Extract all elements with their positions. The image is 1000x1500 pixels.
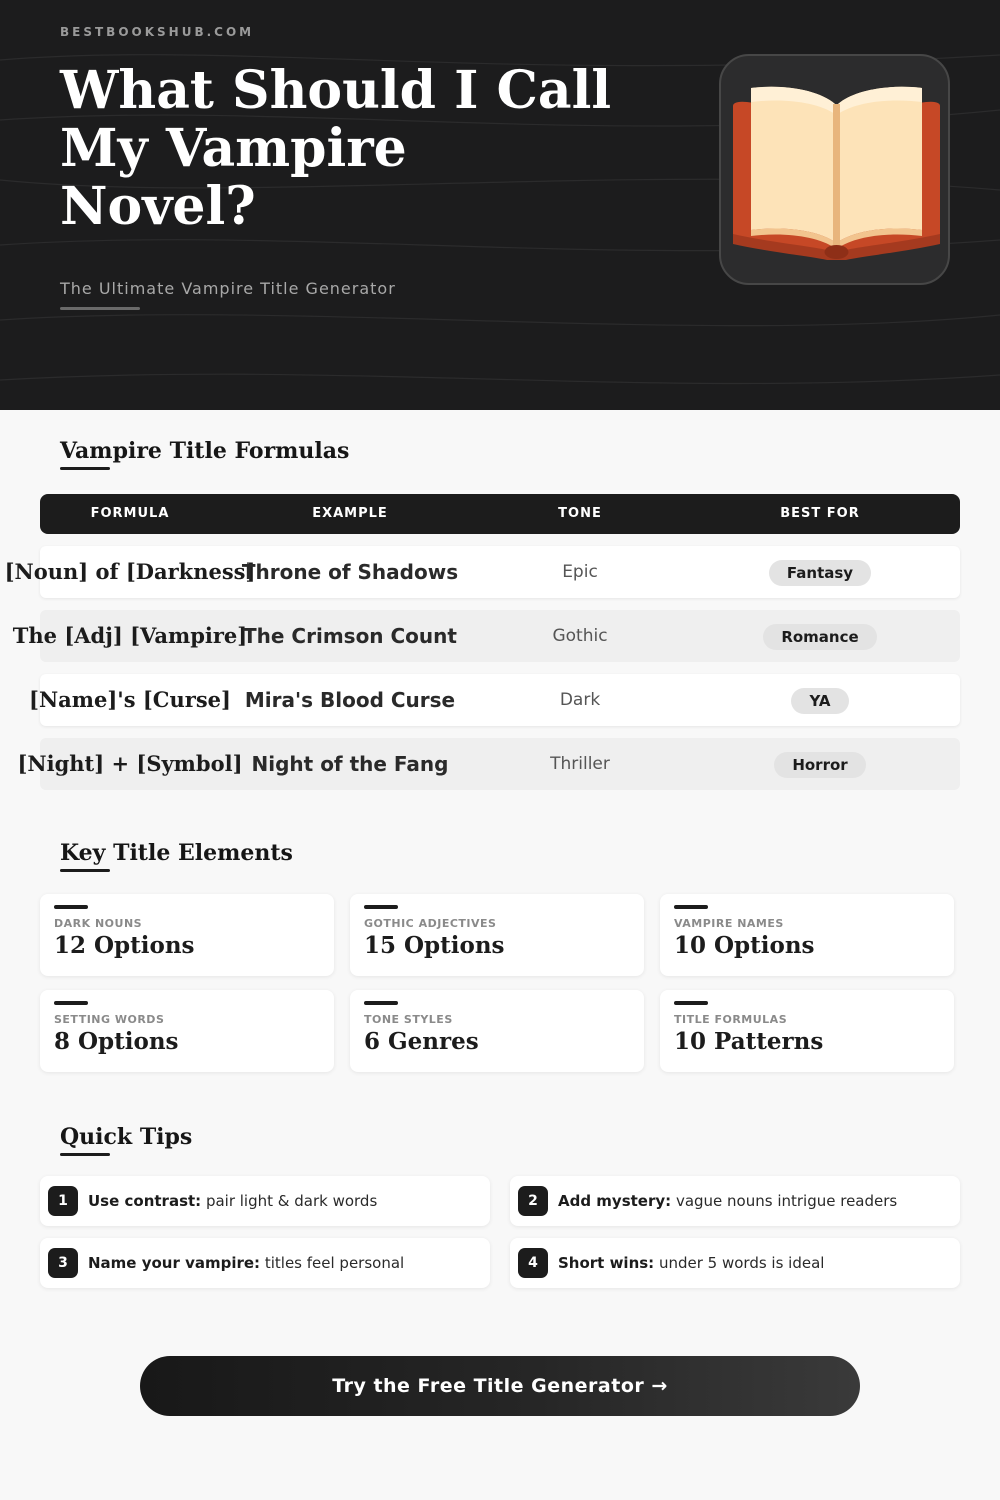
tip-body: vague nouns intrigue readers <box>675 1192 898 1210</box>
tip-text <box>88 1176 377 1226</box>
card-label: TITLE FORMULAS <box>674 1013 788 1026</box>
card-accent-bar <box>54 905 88 909</box>
best-for-cell <box>720 738 920 790</box>
column-header-tone: TONE <box>558 506 602 521</box>
tip-lead: Short wins: <box>558 1254 655 1272</box>
tip-text <box>88 1238 404 1288</box>
tip-number-badge: 3 <box>48 1248 78 1278</box>
tone-cell: Thriller <box>550 754 610 774</box>
element-card <box>40 894 334 976</box>
card-accent-bar <box>674 1001 708 1005</box>
title-generator-button[interactable]: Try the Free Title Generator → <box>140 1356 860 1416</box>
tip-body: under 5 words is ideal <box>658 1254 825 1272</box>
card-value: 10 Options <box>674 932 815 959</box>
card-accent-bar <box>54 1001 88 1005</box>
element-card <box>40 990 334 1072</box>
book-icon-tile <box>719 54 950 285</box>
genre-badge: Romance <box>763 624 876 650</box>
elements-heading-rule <box>60 869 110 872</box>
tip-number-badge: 4 <box>518 1248 548 1278</box>
tip-item <box>510 1238 960 1288</box>
card-accent-bar <box>674 905 708 909</box>
card-label: DARK NOUNS <box>54 917 143 930</box>
formulas-heading: Vampire Title Formulas <box>60 438 350 464</box>
tips-heading-rule <box>60 1153 110 1156</box>
tip-body: titles feel personal <box>264 1254 405 1272</box>
tip-text <box>558 1176 897 1226</box>
table-row <box>12 610 960 662</box>
example-cell: The Crimson Count <box>243 624 457 648</box>
page-title: What Should I Call My Vampire Novel? <box>60 60 612 237</box>
tip-lead: Use contrast: <box>88 1192 202 1210</box>
formula-cell: The [Adj] [Vampire] <box>12 623 248 648</box>
card-value: 8 Options <box>54 1028 179 1055</box>
table-row <box>29 674 960 726</box>
example-cell: Throne of Shadows <box>241 560 459 584</box>
formula-cell: [Night] + [Symbol] <box>17 751 243 776</box>
formulas-heading-rule <box>60 467 110 470</box>
formula-cell: [Name]'s [Curse] <box>29 687 231 712</box>
card-accent-bar <box>364 905 398 909</box>
best-for-cell <box>720 674 920 726</box>
element-card <box>660 894 954 976</box>
card-label: TONE STYLES <box>364 1013 453 1026</box>
card-value: 10 Patterns <box>674 1028 824 1055</box>
table-row <box>17 738 960 790</box>
elements-heading: Key Title Elements <box>60 840 293 866</box>
element-card <box>350 894 644 976</box>
open-book-icon <box>729 74 944 274</box>
tip-body: pair light & dark words <box>205 1192 378 1210</box>
example-cell: Mira's Blood Curse <box>244 688 456 712</box>
best-for-cell <box>720 546 920 598</box>
subtitle-underline <box>60 307 140 310</box>
formula-cell: [Noun] of [Darkness] <box>4 559 256 584</box>
card-value: 15 Options <box>364 932 505 959</box>
tip-number-badge: 2 <box>518 1186 548 1216</box>
tip-item <box>40 1176 490 1226</box>
tip-number-badge: 1 <box>48 1186 78 1216</box>
tip-lead: Add mystery: <box>558 1192 672 1210</box>
genre-badge: Fantasy <box>769 560 871 586</box>
tip-item <box>510 1176 960 1226</box>
element-card <box>660 990 954 1072</box>
page-subtitle: The Ultimate Vampire Title Generator <box>60 279 396 298</box>
element-card <box>350 990 644 1072</box>
card-accent-bar <box>364 1001 398 1005</box>
best-for-cell <box>720 610 920 662</box>
column-header-best-for: BEST FOR <box>780 506 860 521</box>
column-header-example: EXAMPLE <box>312 506 388 521</box>
tips-heading: Quick Tips <box>60 1124 193 1150</box>
tip-item <box>40 1238 490 1288</box>
card-label: GOTHIC ADJECTIVES <box>364 917 497 930</box>
card-value: 6 Genres <box>364 1028 479 1055</box>
column-header-formula: FORMULA <box>90 506 170 521</box>
card-label: SETTING WORDS <box>54 1013 165 1026</box>
genre-badge: Horror <box>774 752 865 778</box>
site-name: BESTBOOKSHUB.COM <box>60 25 255 39</box>
tip-text <box>558 1238 824 1288</box>
tone-cell: Epic <box>562 562 598 582</box>
tone-cell: Dark <box>559 690 601 710</box>
genre-badge: YA <box>791 688 848 714</box>
hero-banner <box>0 0 1000 410</box>
card-value: 12 Options <box>54 932 195 959</box>
example-cell: Night of the Fang <box>251 752 449 776</box>
tone-cell: Gothic <box>552 626 608 646</box>
tip-lead: Name your vampire: <box>88 1254 261 1272</box>
table-row <box>4 546 960 598</box>
card-label: VAMPIRE NAMES <box>674 917 784 930</box>
formulas-table-header <box>40 494 960 534</box>
